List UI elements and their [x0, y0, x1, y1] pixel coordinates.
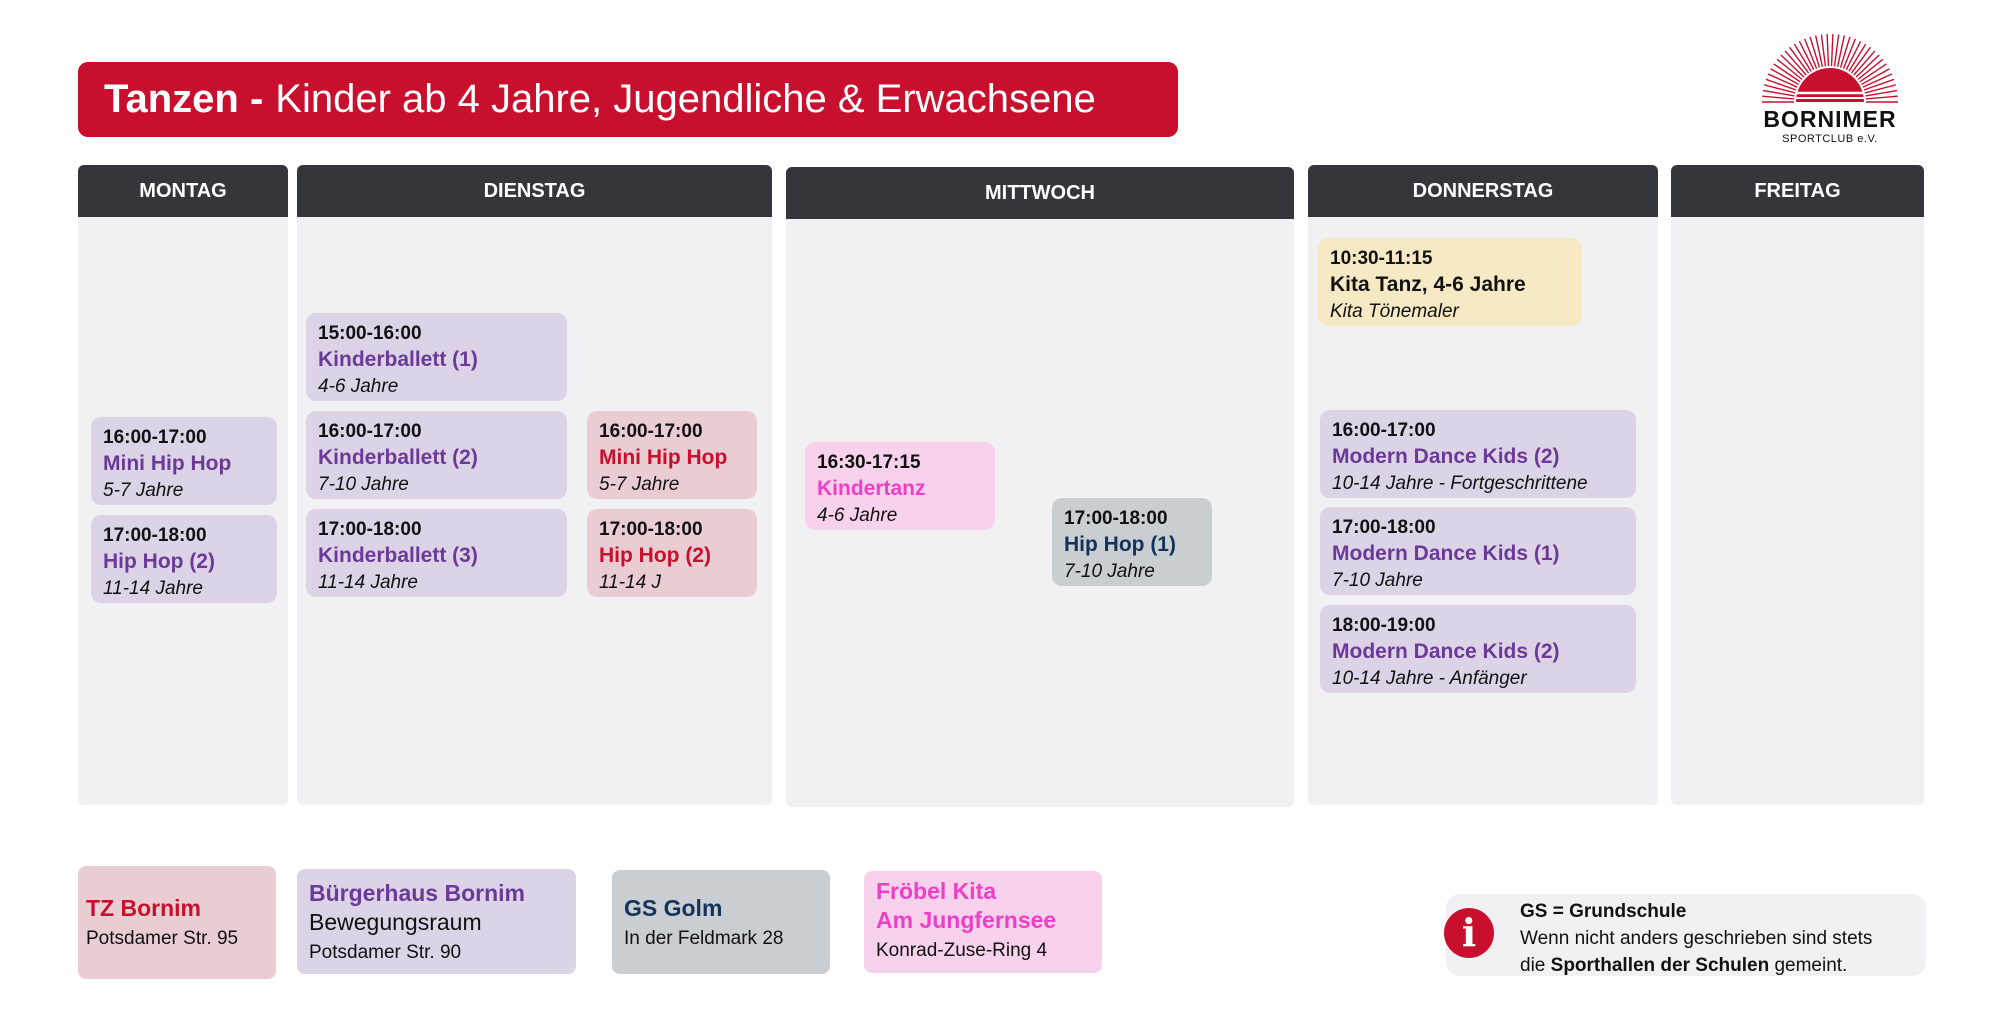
- event-time: 17:00-18:00: [318, 519, 422, 540]
- event-card[interactable]: [1320, 507, 1636, 595]
- day-header-dienstag: DIENSTAG: [297, 165, 772, 217]
- event-name: Mini Hip Hop: [599, 446, 728, 469]
- location-name: Fröbel Kita: [876, 878, 997, 904]
- event-time: 17:00-18:00: [103, 525, 207, 546]
- event-time: 17:00-18:00: [1064, 508, 1168, 529]
- info-heading: GS = Grundschule: [1520, 901, 1687, 922]
- info-line-1: Wenn nicht anders geschrieben sind stets: [1520, 928, 1873, 949]
- info-line-2-bold: Sporthallen der Schulen: [1550, 955, 1770, 976]
- location-room: Bewegungsraum: [309, 909, 482, 935]
- event-card[interactable]: [1052, 498, 1212, 586]
- event-card[interactable]: [1320, 410, 1636, 498]
- event-name: Modern Dance Kids (2): [1332, 640, 1560, 663]
- event-card[interactable]: [306, 509, 567, 597]
- event-card[interactable]: [805, 442, 995, 530]
- location-buergerhaus-bornim: [297, 869, 576, 974]
- event-name: Kita Tanz, 4-6 Jahre: [1330, 273, 1526, 296]
- logo-main-text: BORNIMER: [1763, 106, 1897, 132]
- location-address: In der Feldmark 28: [624, 928, 784, 949]
- event-group: 5-7 Jahre: [599, 474, 680, 495]
- event-time: 17:00-18:00: [1332, 517, 1436, 538]
- event-group: 5-7 Jahre: [103, 480, 184, 501]
- event-group: 11-14 Jahre: [103, 578, 203, 599]
- location-name: GS Golm: [624, 895, 723, 921]
- day-column-dienstag: [297, 165, 772, 805]
- event-name: Hip Hop (2): [599, 544, 711, 567]
- event-time: 16:00-17:00: [103, 427, 207, 448]
- event-group: 7-10 Jahre: [1332, 570, 1423, 591]
- event-card[interactable]: [91, 417, 277, 505]
- event-time: 16:30-17:15: [817, 452, 921, 473]
- day-body-mittwoch: [786, 219, 1294, 807]
- day-body-freitag: [1671, 217, 1924, 805]
- event-group: 4-6 Jahre: [318, 376, 399, 397]
- day-column-donnerstag: [1308, 165, 1658, 805]
- event-time: 16:00-17:00: [599, 421, 703, 442]
- location-address: Potsdamer Str. 95: [86, 928, 239, 949]
- event-group: 7-10 Jahre: [1064, 561, 1155, 582]
- event-name: Kinderballett (2): [318, 446, 478, 469]
- event-group: 10-14 Jahre - Fortgeschrittene: [1332, 473, 1588, 494]
- day-body-dienstag: [297, 217, 772, 805]
- sunburst-icon: [1756, 30, 1904, 110]
- event-card[interactable]: [1320, 605, 1636, 693]
- event-name: Modern Dance Kids (2): [1332, 445, 1560, 468]
- logo-sub-text: SPORTCLUB e.V.: [1782, 133, 1878, 145]
- event-time: 15:00-16:00: [318, 323, 422, 344]
- event-card[interactable]: [306, 313, 567, 401]
- day-column-mittwoch: [786, 167, 1294, 807]
- event-name: Kinderballett (3): [318, 544, 478, 567]
- event-group: 7-10 Jahre: [318, 474, 409, 495]
- day-header-montag: MONTAG: [78, 165, 288, 217]
- event-group: 10-14 Jahre - Anfänger: [1332, 668, 1527, 689]
- location-tz-bornim: [78, 866, 276, 979]
- event-time: 17:00-18:00: [599, 519, 703, 540]
- event-group: Kita Tönemaler: [1330, 301, 1459, 322]
- day-column-freitag: [1671, 165, 1924, 805]
- event-name: Kinderballett (1): [318, 348, 478, 371]
- event-card[interactable]: [1318, 238, 1582, 326]
- location-gs-golm: [612, 870, 830, 974]
- info-box: [1446, 894, 1926, 976]
- event-name: Hip Hop (1): [1064, 533, 1176, 556]
- event-group: 11-14 Jahre: [318, 572, 418, 593]
- day-column-montag: [78, 165, 288, 805]
- day-header-freitag: FREITAG: [1671, 165, 1924, 217]
- event-card[interactable]: [587, 509, 757, 597]
- event-card[interactable]: [306, 411, 567, 499]
- event-name: Kindertanz: [817, 477, 926, 500]
- event-time: 18:00-19:00: [1332, 615, 1436, 636]
- info-text: [1520, 898, 1872, 979]
- location-name-line2: Am Jungfernsee: [876, 907, 1057, 933]
- day-header-donnerstag: DONNERSTAG: [1308, 165, 1658, 217]
- location-name: Bürgerhaus Bornim: [309, 880, 525, 906]
- location-address: Konrad-Zuse-Ring 4: [876, 940, 1048, 961]
- day-body-montag: [78, 217, 288, 805]
- title-bold: Tanzen -: [104, 77, 264, 121]
- info-line-2: [1520, 952, 1872, 979]
- event-group: 11-14 J: [599, 572, 661, 593]
- event-time: 16:00-17:00: [318, 421, 422, 442]
- event-time: 16:00-17:00: [1332, 420, 1436, 441]
- info-line-2-post: gemeint.: [1769, 955, 1848, 976]
- location-froebel-kita: [864, 871, 1102, 973]
- event-group: 4-6 Jahre: [817, 505, 898, 526]
- location-address: Potsdamer Str. 90: [309, 942, 462, 963]
- event-time: 10:30-11:15: [1330, 248, 1433, 269]
- day-header-mittwoch: MITTWOCH: [786, 167, 1294, 219]
- info-line-2-pre: die: [1520, 955, 1551, 976]
- info-icon: i: [1444, 908, 1494, 958]
- club-logo: [1756, 30, 1904, 154]
- day-body-donnerstag: [1308, 217, 1658, 805]
- event-name: Mini Hip Hop: [103, 452, 232, 475]
- title-rest: Kinder ab 4 Jahre, Jugendliche & Erwachsene: [275, 77, 1096, 121]
- event-card[interactable]: [91, 515, 277, 603]
- event-name: Hip Hop (2): [103, 550, 215, 573]
- location-name: TZ Bornim: [86, 895, 201, 921]
- event-card[interactable]: [587, 411, 757, 499]
- page-title: [78, 62, 1178, 137]
- event-name: Modern Dance Kids (1): [1332, 542, 1560, 565]
